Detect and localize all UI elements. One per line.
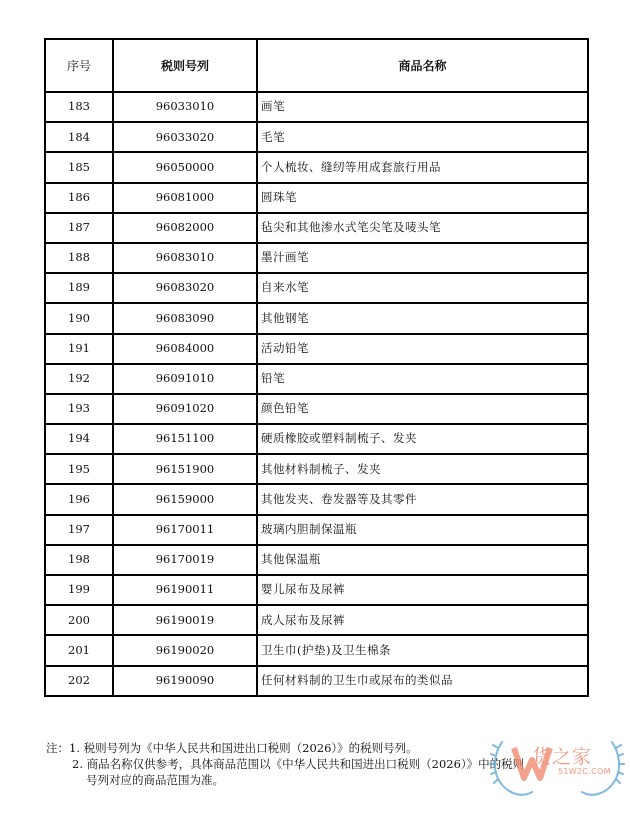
table-row	[45, 666, 588, 696]
cell-tariff-code: 96190020	[113, 635, 257, 665]
footnote-1: 注：1. 税则号列为《中华人民共和国进出口税则（2026）》的税则号列。	[46, 741, 418, 755]
table-row	[45, 454, 588, 484]
cell-seq: 201	[45, 635, 113, 665]
table-row	[45, 575, 588, 605]
header-seq: 序号	[45, 39, 113, 92]
cell-seq: 193	[45, 394, 113, 424]
cell-seq: 185	[45, 152, 113, 182]
cell-product-name: 玻璃内胆制保温瓶	[257, 515, 588, 545]
cell-product-name: 成人尿布及尿裤	[257, 605, 588, 635]
table-row	[45, 364, 588, 394]
cell-product-name: 其他钢笔	[257, 303, 588, 333]
watermark-url: 51W2C.COM	[558, 767, 611, 776]
cell-product-name: 任何材料制的卫生巾或尿布的类似品	[257, 666, 588, 696]
watermark-logo	[488, 738, 626, 804]
table-row	[45, 303, 588, 333]
header-tariff-code: 税则号列	[113, 39, 257, 92]
cell-seq: 197	[45, 515, 113, 545]
cell-product-name: 活动铅笔	[257, 334, 588, 364]
table-row	[45, 92, 588, 122]
cell-tariff-code: 96170019	[113, 545, 257, 575]
tariff-table	[44, 38, 589, 697]
cell-tariff-code: 96050000	[113, 152, 257, 182]
watermark-text: 货之家	[532, 746, 593, 768]
cell-tariff-code: 96151100	[113, 424, 257, 454]
header-product-name: 商品名称	[257, 39, 588, 92]
cell-tariff-code: 96091010	[113, 364, 257, 394]
cell-seq: 184	[45, 122, 113, 152]
cell-product-name: 毛笔	[257, 122, 588, 152]
cell-seq: 183	[45, 92, 113, 122]
cell-seq: 191	[45, 334, 113, 364]
table-row	[45, 213, 588, 243]
table-row	[45, 545, 588, 575]
cell-tariff-code: 96190019	[113, 605, 257, 635]
table-row	[45, 122, 588, 152]
cell-tariff-code: 96083010	[113, 243, 257, 273]
table-row	[45, 515, 588, 545]
cell-product-name: 其他保温瓶	[257, 545, 588, 575]
cell-product-name: 铅笔	[257, 364, 588, 394]
cell-product-name: 个人梳妆、缝纫等用成套旅行用品	[257, 152, 588, 182]
table-row	[45, 424, 588, 454]
cell-tariff-code: 96190090	[113, 666, 257, 696]
cell-seq: 194	[45, 424, 113, 454]
cell-seq: 196	[45, 484, 113, 514]
table-row	[45, 635, 588, 665]
cell-tariff-code: 96083090	[113, 303, 257, 333]
cell-product-name: 毡尖和其他渗水式笔尖笔及唛头笔	[257, 213, 588, 243]
cell-seq: 195	[45, 454, 113, 484]
cell-tariff-code: 96190011	[113, 575, 257, 605]
cell-seq: 188	[45, 243, 113, 273]
cell-product-name: 画笔	[257, 92, 588, 122]
cell-seq: 192	[45, 364, 113, 394]
cell-tariff-code: 96159000	[113, 484, 257, 514]
cell-tariff-code: 96151900	[113, 454, 257, 484]
cell-seq: 187	[45, 213, 113, 243]
footnote-2: 2. 商品名称仅供参考，具体商品范围以《中华人民共和国进出口税则（2026）》中的税则	[72, 757, 525, 771]
cell-product-name: 婴儿尿布及尿裤	[257, 575, 588, 605]
cell-tariff-code: 96081000	[113, 183, 257, 213]
footnote-2-continued: 号列对应的商品范围为准。	[86, 773, 224, 787]
table-row	[45, 394, 588, 424]
cell-seq: 200	[45, 605, 113, 635]
cell-product-name: 其他材料制梳子、发夹	[257, 454, 588, 484]
table-row	[45, 605, 588, 635]
cell-product-name: 自来水笔	[257, 273, 588, 303]
table-row	[45, 183, 588, 213]
cell-product-name: 颜色铅笔	[257, 394, 588, 424]
cell-tariff-code: 96033010	[113, 92, 257, 122]
table-row	[45, 243, 588, 273]
cell-seq: 199	[45, 575, 113, 605]
cell-seq: 186	[45, 183, 113, 213]
table-row	[45, 484, 588, 514]
cell-product-name: 其他发夹、卷发器等及其零件	[257, 484, 588, 514]
cell-product-name: 卫生巾(护垫)及卫生棉条	[257, 635, 588, 665]
cell-tariff-code: 96082000	[113, 213, 257, 243]
cell-seq: 190	[45, 303, 113, 333]
cell-tariff-code: 96084000	[113, 334, 257, 364]
cell-seq: 198	[45, 545, 113, 575]
table-header-row	[45, 39, 588, 92]
cell-seq: 202	[45, 666, 113, 696]
cell-tariff-code: 96033020	[113, 122, 257, 152]
table-row	[45, 273, 588, 303]
cell-product-name: 墨汁画笔	[257, 243, 588, 273]
cell-product-name: 硬质橡胶或塑料制梳子、发夹	[257, 424, 588, 454]
cell-product-name: 圆珠笔	[257, 183, 588, 213]
cell-tariff-code: 96083020	[113, 273, 257, 303]
table-row	[45, 334, 588, 364]
cell-tariff-code: 96091020	[113, 394, 257, 424]
cell-tariff-code: 96170011	[113, 515, 257, 545]
table-row	[45, 152, 588, 182]
cell-seq: 189	[45, 273, 113, 303]
